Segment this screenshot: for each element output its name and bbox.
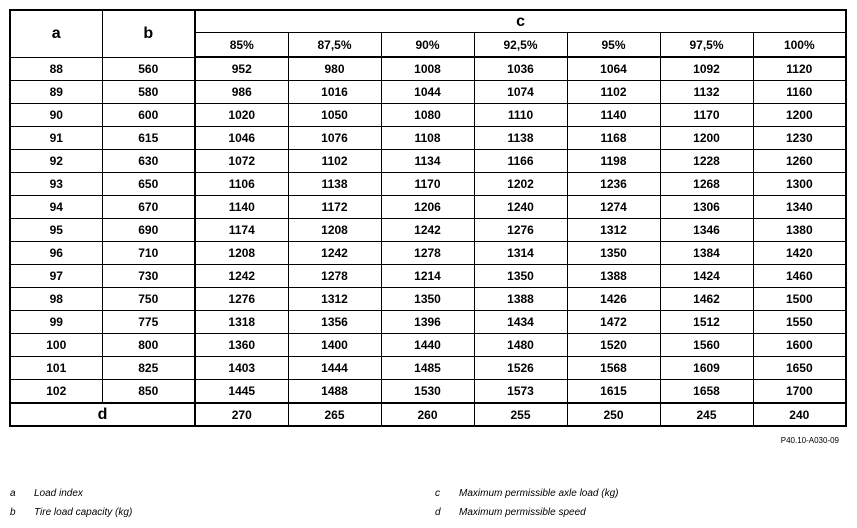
tire-capacity-cell: 690 [102,219,195,242]
axle-load-cell: 1396 [381,311,474,334]
percent-header: 95% [567,33,660,58]
legend-key: b [10,507,16,518]
axle-load-cell: 1485 [381,357,474,380]
axle-load-cell: 1102 [567,81,660,104]
axle-load-cell: 1166 [474,150,567,173]
axle-load-cell: 1080 [381,104,474,127]
axle-load-cell: 1488 [288,380,381,404]
table-row [10,127,846,150]
axle-load-cell: 1134 [381,150,474,173]
load-index-cell: 88 [10,57,102,81]
speed-cell: 245 [660,403,753,426]
axle-load-cell: 1172 [288,196,381,219]
axle-load-cell: 1560 [660,334,753,357]
axle-load-cell: 1658 [660,380,753,404]
table-row [10,288,846,311]
load-index-cell: 95 [10,219,102,242]
load-index-cell: 96 [10,242,102,265]
load-index-cell: 89 [10,81,102,104]
tire-capacity-cell: 730 [102,265,195,288]
axle-load-cell: 1440 [381,334,474,357]
axle-load-cell: 1138 [474,127,567,150]
legend-item-a [10,488,83,499]
axle-load-cell: 1242 [381,219,474,242]
axle-load-cell: 1036 [474,57,567,81]
load-index-cell: 92 [10,150,102,173]
load-index-cell: 94 [10,196,102,219]
tire-capacity-cell: 800 [102,334,195,357]
axle-load-cell: 1110 [474,104,567,127]
axle-load-cell: 1050 [288,104,381,127]
table-row [10,242,846,265]
axle-load-cell: 1240 [474,196,567,219]
axle-load-cell: 1573 [474,380,567,404]
header-a: a [10,10,102,57]
axle-load-cell: 1044 [381,81,474,104]
axle-load-cell: 1356 [288,311,381,334]
axle-load-cell: 1108 [381,127,474,150]
axle-load-cell: 1120 [753,57,846,81]
tire-capacity-cell: 560 [102,57,195,81]
axle-load-cell: 1106 [195,173,288,196]
tire-capacity-cell: 710 [102,242,195,265]
load-index-cell: 93 [10,173,102,196]
axle-load-cell: 1074 [474,81,567,104]
table-body [10,57,846,403]
axle-load-cell: 1268 [660,173,753,196]
axle-load-cell: 1568 [567,357,660,380]
percent-header: 100% [753,33,846,58]
axle-load-cell: 1160 [753,81,846,104]
axle-load-cell: 1016 [288,81,381,104]
speed-cell: 260 [381,403,474,426]
axle-load-cell: 1206 [381,196,474,219]
axle-load-cell: 1208 [288,219,381,242]
axle-load-cell: 1208 [195,242,288,265]
axle-load-cell: 1480 [474,334,567,357]
axle-load-cell: 1462 [660,288,753,311]
table-row [10,81,846,104]
axle-load-cell: 1102 [288,150,381,173]
load-index-cell: 102 [10,380,102,404]
axle-load-cell: 1340 [753,196,846,219]
axle-load-cell: 1276 [195,288,288,311]
axle-load-cell: 1278 [381,242,474,265]
table-row [10,150,846,173]
axle-load-cell: 1168 [567,127,660,150]
load-index-cell: 98 [10,288,102,311]
axle-load-cell: 1230 [753,127,846,150]
axle-load-cell: 1384 [660,242,753,265]
axle-load-cell: 1214 [381,265,474,288]
axle-load-cell: 1236 [567,173,660,196]
axle-load-cell: 1388 [474,288,567,311]
axle-load-cell: 1530 [381,380,474,404]
axle-load-cell: 1512 [660,311,753,334]
table-row [10,173,846,196]
table-row [10,311,846,334]
legend-text: Maximum permissible axle load (kg) [459,488,619,499]
axle-load-cell: 1350 [474,265,567,288]
speed-cell: 255 [474,403,567,426]
tire-capacity-cell: 580 [102,81,195,104]
speed-row [10,403,846,426]
axle-load-cell: 952 [195,57,288,81]
axle-load-cell: 1170 [381,173,474,196]
legend-key: a [10,488,16,499]
axle-load-cell: 1600 [753,334,846,357]
tire-capacity-cell: 600 [102,104,195,127]
axle-load-cell: 1132 [660,81,753,104]
tire-capacity-cell: 670 [102,196,195,219]
axle-load-cell: 1609 [660,357,753,380]
legend-text: Tire load capacity (kg) [34,507,133,518]
axle-load-cell: 1200 [660,127,753,150]
axle-load-cell: 1520 [567,334,660,357]
axle-load-cell: 1198 [567,150,660,173]
axle-load-cell: 1260 [753,150,846,173]
axle-load-cell: 1380 [753,219,846,242]
load-index-cell: 91 [10,127,102,150]
axle-load-cell: 1242 [195,265,288,288]
load-index-cell: 100 [10,334,102,357]
axle-load-cell: 1403 [195,357,288,380]
axle-load-cell: 1312 [288,288,381,311]
axle-load-cell: 1020 [195,104,288,127]
load-table [9,9,847,427]
axle-load-cell: 1312 [567,219,660,242]
table-row [10,57,846,81]
axle-load-cell: 1400 [288,334,381,357]
table-row [10,380,846,404]
axle-load-cell: 1300 [753,173,846,196]
axle-load-cell: 1526 [474,357,567,380]
axle-load-cell: 1140 [567,104,660,127]
axle-load-cell: 1350 [381,288,474,311]
header-c: c [195,10,846,33]
table-row [10,265,846,288]
axle-load-cell: 1426 [567,288,660,311]
axle-load-cell: 1445 [195,380,288,404]
axle-load-cell: 1306 [660,196,753,219]
table-row [10,357,846,380]
axle-load-cell: 1170 [660,104,753,127]
tire-capacity-cell: 630 [102,150,195,173]
axle-load-cell: 1444 [288,357,381,380]
table-row [10,196,846,219]
axle-load-cell: 1228 [660,150,753,173]
table-row [10,104,846,127]
table-row [10,334,846,357]
footer-label-d: d [10,403,195,426]
speed-cell: 240 [753,403,846,426]
speed-cell: 270 [195,403,288,426]
axle-load-cell: 1500 [753,288,846,311]
tire-capacity-cell: 750 [102,288,195,311]
axle-load-cell: 1650 [753,357,846,380]
axle-load-cell: 1092 [660,57,753,81]
axle-load-cell: 1360 [195,334,288,357]
tire-capacity-cell: 650 [102,173,195,196]
axle-load-cell: 1346 [660,219,753,242]
axle-load-cell: 1278 [288,265,381,288]
axle-load-cell: 1242 [288,242,381,265]
axle-load-cell: 1276 [474,219,567,242]
axle-load-cell: 1200 [753,104,846,127]
axle-load-cell: 1174 [195,219,288,242]
axle-load-cell: 1350 [567,242,660,265]
axle-load-cell: 1202 [474,173,567,196]
tire-capacity-cell: 615 [102,127,195,150]
axle-load-cell: 1140 [195,196,288,219]
percent-header: 97,5% [660,33,753,58]
axle-load-cell: 1072 [195,150,288,173]
table-row [10,219,846,242]
figure-reference: P40.10-A030-09 [780,436,839,445]
percent-header: 85% [195,33,288,58]
tire-capacity-cell: 850 [102,380,195,404]
axle-load-cell: 1434 [474,311,567,334]
axle-load-cell: 1138 [288,173,381,196]
axle-load-cell: 1550 [753,311,846,334]
axle-load-cell: 1314 [474,242,567,265]
load-index-cell: 90 [10,104,102,127]
axle-load-cell: 1076 [288,127,381,150]
axle-load-cell: 1472 [567,311,660,334]
legend-item-d [435,507,586,518]
axle-load-cell: 1460 [753,265,846,288]
percent-header: 92,5% [474,33,567,58]
header-b: b [102,10,195,57]
axle-load-cell: 1046 [195,127,288,150]
axle-load-cell: 1008 [381,57,474,81]
legend-text: Load index [34,488,83,499]
axle-load-cell: 1700 [753,380,846,404]
load-index-cell: 101 [10,357,102,380]
tire-capacity-cell: 825 [102,357,195,380]
speed-cell: 265 [288,403,381,426]
axle-load-cell: 986 [195,81,288,104]
axle-load-cell: 1274 [567,196,660,219]
axle-load-cell: 1318 [195,311,288,334]
axle-load-cell: 1420 [753,242,846,265]
axle-load-cell: 980 [288,57,381,81]
legend-key: c [435,488,440,499]
legend-key: d [435,507,441,518]
tire-capacity-cell: 775 [102,311,195,334]
axle-load-cell: 1615 [567,380,660,404]
speed-cell: 250 [567,403,660,426]
load-index-cell: 99 [10,311,102,334]
percent-header: 90% [381,33,474,58]
axle-load-cell: 1388 [567,265,660,288]
legend-item-c [435,488,619,499]
axle-load-cell: 1424 [660,265,753,288]
percent-header: 87,5% [288,33,381,58]
legend-item-b [10,507,132,518]
load-index-cell: 97 [10,265,102,288]
axle-load-cell: 1064 [567,57,660,81]
legend-text: Maximum permissible speed [459,507,586,518]
